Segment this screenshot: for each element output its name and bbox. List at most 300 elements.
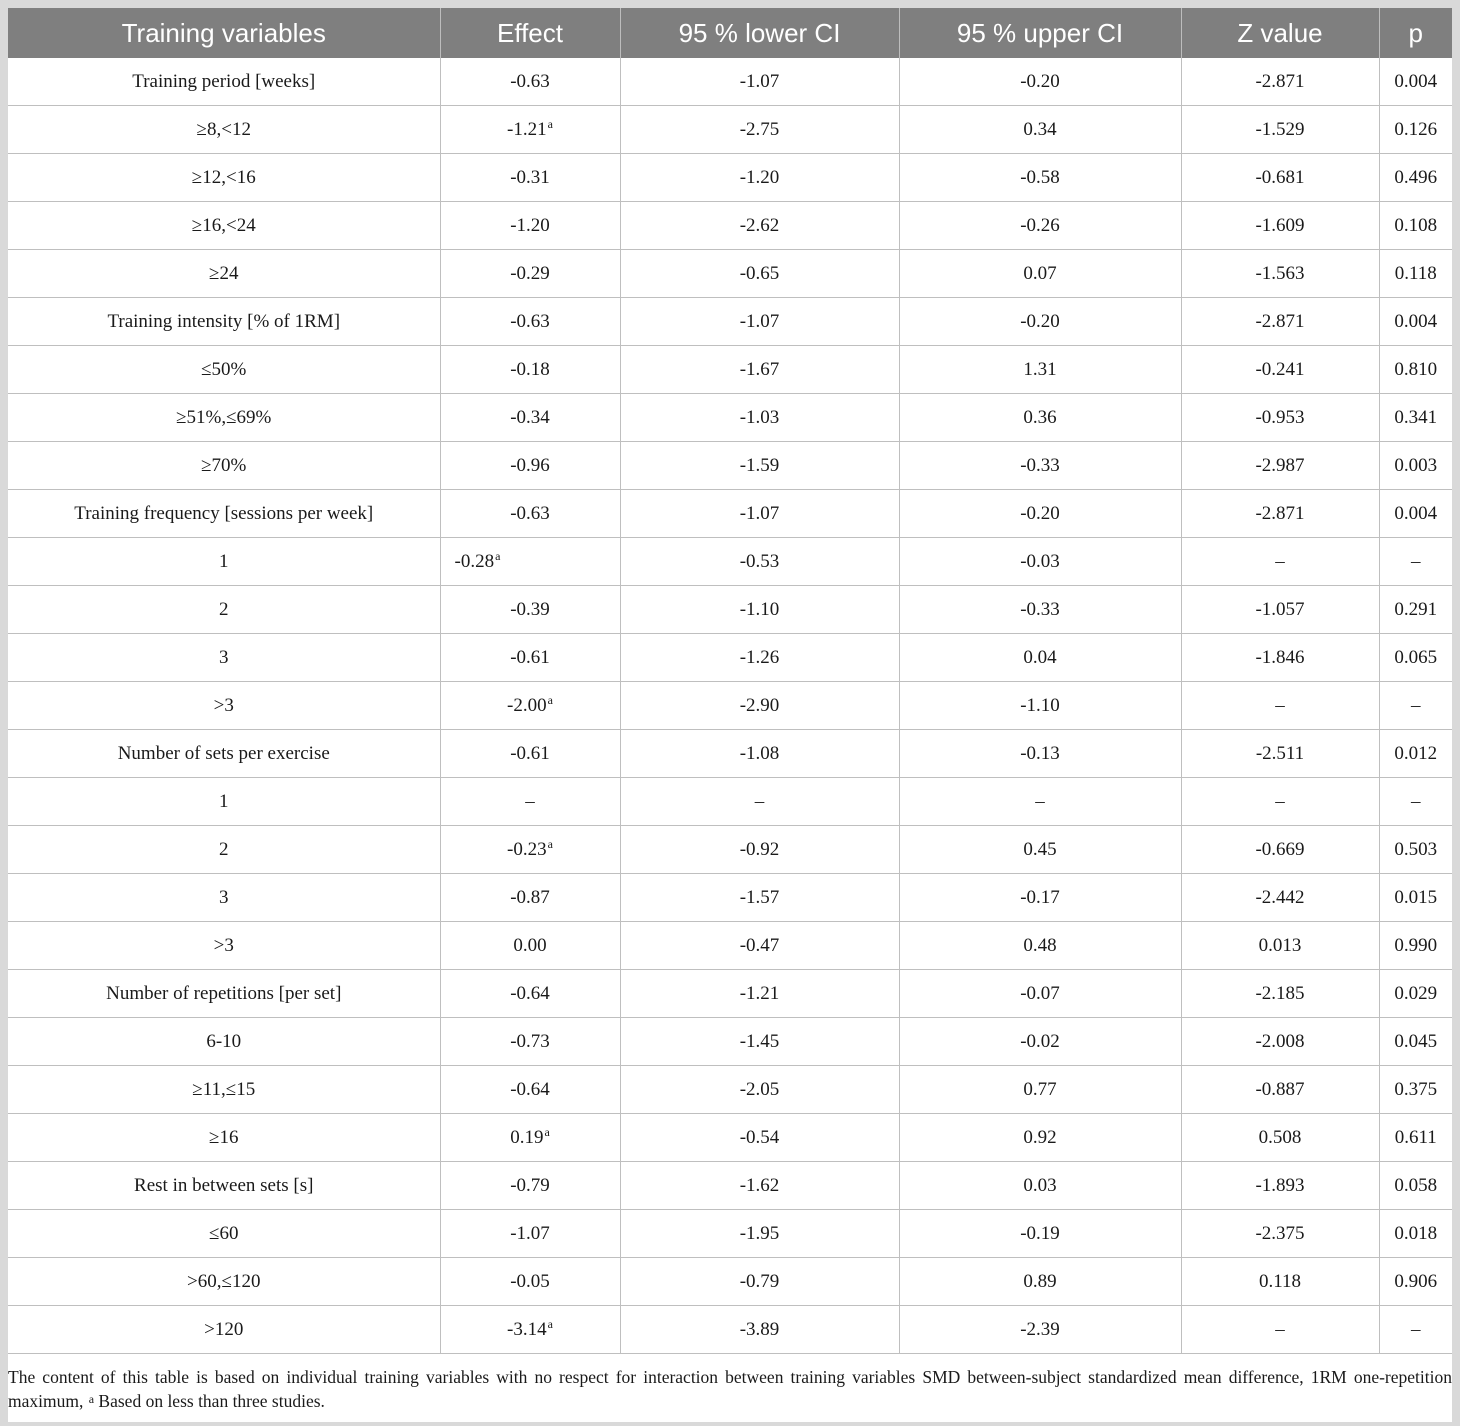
cell-effect bbox=[440, 250, 620, 298]
cell-upper-ci-text: -0.03 bbox=[1020, 550, 1060, 572]
cell-variable bbox=[8, 1210, 440, 1258]
cell-lower-ci-text: -1.57 bbox=[739, 886, 780, 908]
cell-variable bbox=[8, 394, 440, 442]
cell-lower-ci-text: -2.05 bbox=[739, 1078, 780, 1100]
cell-effect-text: -0.39 bbox=[510, 598, 550, 620]
table-body bbox=[8, 58, 1452, 1354]
cell-p-text: 0.003 bbox=[1394, 454, 1438, 476]
cell-lower-ci bbox=[620, 778, 899, 826]
cell-lower-ci-text: -1.62 bbox=[739, 1174, 780, 1196]
cell-effect bbox=[440, 490, 620, 538]
cell-lower-ci bbox=[620, 394, 899, 442]
cell-z-value bbox=[1181, 1114, 1379, 1162]
cell-effect bbox=[440, 970, 620, 1018]
cell-effect bbox=[440, 634, 620, 682]
table-row bbox=[8, 394, 1452, 442]
cell-variable-text: ≥12,<16 bbox=[191, 166, 256, 188]
cell-upper-ci bbox=[899, 106, 1181, 154]
table-row bbox=[8, 154, 1452, 202]
cell-effect bbox=[440, 682, 620, 730]
cell-variable-text: >3 bbox=[213, 694, 234, 716]
cell-upper-ci bbox=[899, 202, 1181, 250]
cell-upper-ci bbox=[899, 154, 1181, 202]
cell-z-value-text: 0.013 bbox=[1258, 934, 1302, 956]
cell-upper-ci bbox=[899, 1258, 1181, 1306]
cell-effect bbox=[440, 346, 620, 394]
cell-variable-text: ≤60 bbox=[209, 1222, 239, 1244]
cell-lower-ci-text: -1.07 bbox=[739, 502, 780, 524]
cell-z-value bbox=[1181, 202, 1379, 250]
header-z-value: Z value bbox=[1181, 8, 1379, 58]
cell-z-value bbox=[1181, 874, 1379, 922]
cell-p-text: 0.291 bbox=[1394, 598, 1438, 620]
cell-lower-ci-text: -1.10 bbox=[739, 598, 780, 620]
cell-lower-ci bbox=[620, 58, 899, 106]
cell-p bbox=[1379, 106, 1452, 154]
cell-z-value bbox=[1181, 1210, 1379, 1258]
table-row bbox=[8, 1210, 1452, 1258]
cell-z-value bbox=[1181, 394, 1379, 442]
cell-p-text: – bbox=[1411, 694, 1421, 716]
header-upper-ci: 95 % upper CI bbox=[899, 8, 1181, 58]
cell-p bbox=[1379, 490, 1452, 538]
cell-z-value-text: – bbox=[1275, 694, 1285, 716]
cell-lower-ci bbox=[620, 1114, 899, 1162]
cell-p bbox=[1379, 1162, 1452, 1210]
cell-upper-ci-text: -0.20 bbox=[1020, 310, 1060, 332]
cell-p bbox=[1379, 922, 1452, 970]
cell-upper-ci-text: -0.33 bbox=[1020, 598, 1060, 620]
table-row bbox=[8, 874, 1452, 922]
cell-upper-ci-text: -0.17 bbox=[1020, 886, 1060, 908]
cell-upper-ci bbox=[899, 250, 1181, 298]
cell-z-value bbox=[1181, 826, 1379, 874]
cell-z-value bbox=[1181, 1066, 1379, 1114]
cell-effect bbox=[440, 1162, 620, 1210]
cell-variable-text: 1 bbox=[219, 550, 229, 572]
cell-variable bbox=[8, 202, 440, 250]
table-row bbox=[8, 682, 1452, 730]
cell-upper-ci bbox=[899, 778, 1181, 826]
cell-variable-text: ≥16,<24 bbox=[191, 214, 256, 236]
cell-variable bbox=[8, 106, 440, 154]
cell-effect-text: -0.29 bbox=[510, 262, 550, 284]
cell-variable-text: Training intensity [% of 1RM] bbox=[107, 310, 341, 332]
cell-effect-text: -0.63 bbox=[510, 310, 550, 332]
cell-variable bbox=[8, 490, 440, 538]
cell-z-value bbox=[1181, 154, 1379, 202]
cell-effect-text: -2.00 bbox=[507, 694, 547, 716]
cell-lower-ci-text: -1.20 bbox=[739, 166, 780, 188]
cell-variable-text: ≥11,≤15 bbox=[192, 1078, 256, 1100]
cell-variable bbox=[8, 154, 440, 202]
cell-lower-ci-text: -2.62 bbox=[739, 214, 780, 236]
cell-lower-ci bbox=[620, 202, 899, 250]
table-row bbox=[8, 1306, 1452, 1354]
cell-p-text: 0.611 bbox=[1394, 1126, 1437, 1148]
cell-variable bbox=[8, 1066, 440, 1114]
cell-variable bbox=[8, 250, 440, 298]
cell-upper-ci-text: -0.58 bbox=[1020, 166, 1060, 188]
cell-p bbox=[1379, 58, 1452, 106]
cell-lower-ci bbox=[620, 442, 899, 490]
cell-z-value bbox=[1181, 778, 1379, 826]
table-row bbox=[8, 970, 1452, 1018]
cell-z-value-text: -2.871 bbox=[1255, 502, 1305, 524]
cell-effect-text: -0.64 bbox=[510, 1078, 550, 1100]
cell-upper-ci bbox=[899, 1018, 1181, 1066]
cell-p bbox=[1379, 1066, 1452, 1114]
cell-variable bbox=[8, 586, 440, 634]
table-row bbox=[8, 730, 1452, 778]
cell-upper-ci bbox=[899, 346, 1181, 394]
cell-variable-text: Training period [weeks] bbox=[132, 70, 316, 92]
cell-variable bbox=[8, 922, 440, 970]
cell-lower-ci bbox=[620, 682, 899, 730]
cell-effect-text: 0.19 bbox=[510, 1126, 544, 1148]
cell-upper-ci-text: 0.03 bbox=[1023, 1174, 1057, 1196]
cell-z-value bbox=[1181, 1018, 1379, 1066]
cell-upper-ci-text: 0.34 bbox=[1023, 118, 1057, 140]
cell-z-value bbox=[1181, 538, 1379, 586]
cell-upper-ci-text: -0.20 bbox=[1020, 70, 1060, 92]
cell-lower-ci-text: -1.67 bbox=[739, 358, 780, 380]
cell-variable bbox=[8, 778, 440, 826]
cell-p bbox=[1379, 298, 1452, 346]
cell-z-value bbox=[1181, 586, 1379, 634]
cell-lower-ci bbox=[620, 826, 899, 874]
cell-variable-text: Number of repetitions [per set] bbox=[106, 982, 342, 1004]
cell-variable bbox=[8, 298, 440, 346]
cell-z-value bbox=[1181, 106, 1379, 154]
cell-p bbox=[1379, 682, 1452, 730]
cell-z-value-text: -2.871 bbox=[1255, 310, 1305, 332]
cell-effect-text: -0.63 bbox=[510, 70, 550, 92]
cell-p bbox=[1379, 154, 1452, 202]
cell-upper-ci bbox=[899, 1114, 1181, 1162]
cell-effect-text: -0.61 bbox=[510, 646, 550, 668]
cell-variable bbox=[8, 682, 440, 730]
cell-upper-ci-text: 0.92 bbox=[1023, 1126, 1057, 1148]
table-row bbox=[8, 586, 1452, 634]
cell-effect bbox=[440, 442, 620, 490]
cell-upper-ci bbox=[899, 970, 1181, 1018]
effect-footnote-marker: a bbox=[495, 548, 501, 563]
cell-p bbox=[1379, 1210, 1452, 1258]
effect-footnote-marker: a bbox=[544, 1124, 550, 1139]
cell-effect bbox=[440, 538, 620, 586]
cell-variable bbox=[8, 1258, 440, 1306]
cell-effect bbox=[440, 1018, 620, 1066]
cell-p bbox=[1379, 202, 1452, 250]
table-row bbox=[8, 538, 1452, 586]
cell-lower-ci-text: -0.92 bbox=[739, 838, 780, 860]
table-row bbox=[8, 58, 1452, 106]
cell-p-text: 0.029 bbox=[1394, 982, 1438, 1004]
header-row bbox=[8, 8, 1452, 58]
cell-z-value bbox=[1181, 490, 1379, 538]
cell-z-value-text: -2.375 bbox=[1255, 1222, 1305, 1244]
cell-upper-ci-text: -0.26 bbox=[1020, 214, 1060, 236]
cell-variable-text: 6-10 bbox=[206, 1030, 242, 1052]
cell-p-text: 0.004 bbox=[1394, 502, 1438, 524]
cell-effect-text: -0.18 bbox=[510, 358, 550, 380]
cell-p-text: 0.990 bbox=[1394, 934, 1438, 956]
cell-z-value bbox=[1181, 682, 1379, 730]
cell-p-text: 0.126 bbox=[1394, 118, 1438, 140]
cell-variable-text: 2 bbox=[219, 838, 229, 860]
cell-lower-ci-text: – bbox=[754, 790, 765, 812]
cell-p-text: 0.004 bbox=[1394, 310, 1438, 332]
cell-z-value-text: – bbox=[1275, 550, 1285, 572]
cell-variable-text: 2 bbox=[219, 598, 229, 620]
table-row bbox=[8, 1162, 1452, 1210]
cell-z-value bbox=[1181, 730, 1379, 778]
table-row bbox=[8, 634, 1452, 682]
cell-p bbox=[1379, 1114, 1452, 1162]
cell-p-text: – bbox=[1411, 1318, 1421, 1340]
cell-upper-ci bbox=[899, 442, 1181, 490]
cell-effect-text: -0.96 bbox=[510, 454, 550, 476]
cell-upper-ci bbox=[899, 1162, 1181, 1210]
cell-effect-text: -0.61 bbox=[510, 742, 550, 764]
cell-p bbox=[1379, 538, 1452, 586]
cell-p bbox=[1379, 1258, 1452, 1306]
cell-variable-text: ≤50% bbox=[201, 358, 247, 380]
cell-z-value bbox=[1181, 298, 1379, 346]
cell-variable-text: Rest in between sets [s] bbox=[134, 1174, 314, 1196]
cell-upper-ci-text: – bbox=[1035, 790, 1045, 812]
cell-effect bbox=[440, 106, 620, 154]
cell-effect-text: -0.73 bbox=[510, 1030, 550, 1052]
cell-upper-ci-text: -0.07 bbox=[1020, 982, 1060, 1004]
cell-upper-ci bbox=[899, 1066, 1181, 1114]
cell-upper-ci-text: -0.02 bbox=[1020, 1030, 1060, 1052]
cell-upper-ci bbox=[899, 634, 1181, 682]
cell-effect-text: -0.31 bbox=[510, 166, 550, 188]
cell-upper-ci-text: 0.07 bbox=[1023, 262, 1057, 284]
cell-effect-text: -1.21 bbox=[507, 118, 547, 140]
cell-effect bbox=[440, 394, 620, 442]
cell-lower-ci-text: -1.59 bbox=[739, 454, 780, 476]
cell-effect-text: -0.05 bbox=[510, 1270, 550, 1292]
cell-effect-text: -1.07 bbox=[510, 1222, 550, 1244]
cell-effect bbox=[440, 202, 620, 250]
table-row bbox=[8, 106, 1452, 154]
cell-z-value-text: -2.008 bbox=[1255, 1030, 1305, 1052]
cell-upper-ci bbox=[899, 538, 1181, 586]
cell-upper-ci-text: 0.45 bbox=[1023, 838, 1057, 860]
cell-p bbox=[1379, 1018, 1452, 1066]
cell-z-value-text: -0.241 bbox=[1255, 358, 1305, 380]
cell-lower-ci-text: -0.79 bbox=[739, 1270, 780, 1292]
cell-z-value bbox=[1181, 58, 1379, 106]
cell-upper-ci bbox=[899, 490, 1181, 538]
cell-variable-text: Training frequency [sessions per week] bbox=[74, 502, 374, 524]
cell-p bbox=[1379, 778, 1452, 826]
cell-variable bbox=[8, 58, 440, 106]
cell-effect bbox=[440, 874, 620, 922]
cell-lower-ci bbox=[620, 586, 899, 634]
cell-variable-text: ≥16 bbox=[209, 1126, 239, 1148]
table-page bbox=[8, 8, 1452, 1422]
cell-lower-ci bbox=[620, 346, 899, 394]
cell-upper-ci-text: 0.48 bbox=[1023, 934, 1057, 956]
cell-upper-ci-text: -1.10 bbox=[1020, 694, 1060, 716]
cell-variable-text: >3 bbox=[213, 934, 234, 956]
cell-effect-text: -3.14 bbox=[507, 1318, 547, 1340]
cell-z-value-text: -2.185 bbox=[1255, 982, 1305, 1004]
cell-upper-ci-text: -0.20 bbox=[1020, 502, 1060, 524]
table-row bbox=[8, 1114, 1452, 1162]
cell-lower-ci-text: -0.65 bbox=[739, 262, 780, 284]
cell-z-value-text: -0.669 bbox=[1255, 838, 1305, 860]
table-row bbox=[8, 1258, 1452, 1306]
header-training-variables: Training variables bbox=[8, 8, 440, 58]
cell-lower-ci bbox=[620, 1066, 899, 1114]
cell-upper-ci-text: 0.77 bbox=[1023, 1078, 1057, 1100]
cell-variable-text: ≥24 bbox=[209, 262, 239, 284]
cell-upper-ci-text: 0.04 bbox=[1023, 646, 1057, 668]
cell-lower-ci bbox=[620, 874, 899, 922]
results-table bbox=[8, 8, 1452, 1354]
cell-variable-text: ≥51%,≤69% bbox=[176, 406, 272, 428]
cell-effect bbox=[440, 1258, 620, 1306]
cell-p-text: 0.503 bbox=[1394, 838, 1438, 860]
cell-lower-ci-text: -1.26 bbox=[739, 646, 780, 668]
cell-p bbox=[1379, 730, 1452, 778]
cell-variable bbox=[8, 826, 440, 874]
cell-effect-text: -0.87 bbox=[510, 886, 550, 908]
cell-effect-text: – bbox=[525, 790, 535, 812]
cell-z-value bbox=[1181, 922, 1379, 970]
cell-upper-ci bbox=[899, 1210, 1181, 1258]
cell-effect bbox=[440, 1210, 620, 1258]
table-row bbox=[8, 346, 1452, 394]
cell-lower-ci bbox=[620, 1210, 899, 1258]
cell-upper-ci bbox=[899, 826, 1181, 874]
cell-effect bbox=[440, 58, 620, 106]
cell-variable bbox=[8, 634, 440, 682]
effect-footnote-marker: a bbox=[547, 692, 553, 707]
cell-lower-ci-text: -1.03 bbox=[739, 406, 780, 428]
cell-effect-text: -0.79 bbox=[510, 1174, 550, 1196]
footnote-superscript: a bbox=[88, 1392, 95, 1406]
cell-z-value-text: -2.871 bbox=[1255, 70, 1305, 92]
cell-p bbox=[1379, 970, 1452, 1018]
cell-upper-ci bbox=[899, 586, 1181, 634]
cell-upper-ci bbox=[899, 682, 1181, 730]
cell-variable bbox=[8, 1306, 440, 1354]
effect-footnote-marker: a bbox=[547, 1316, 553, 1331]
cell-effect-text: -0.64 bbox=[510, 982, 550, 1004]
cell-lower-ci-text: -0.54 bbox=[739, 1126, 780, 1148]
cell-p-text: 0.118 bbox=[1394, 262, 1437, 284]
cell-effect-text: -0.23 bbox=[507, 838, 547, 860]
cell-z-value-text: 0.118 bbox=[1258, 1270, 1302, 1292]
cell-lower-ci bbox=[620, 298, 899, 346]
cell-effect bbox=[440, 730, 620, 778]
cell-effect-text: -0.63 bbox=[510, 502, 550, 524]
cell-variable-text: >60,≤120 bbox=[187, 1270, 261, 1292]
cell-p-text: 0.015 bbox=[1394, 886, 1438, 908]
cell-variable bbox=[8, 346, 440, 394]
cell-lower-ci bbox=[620, 1258, 899, 1306]
cell-effect-text: -1.20 bbox=[510, 214, 550, 236]
cell-upper-ci-text: 1.31 bbox=[1023, 358, 1057, 380]
cell-upper-ci-text: -0.33 bbox=[1020, 454, 1060, 476]
cell-lower-ci bbox=[620, 538, 899, 586]
cell-p bbox=[1379, 442, 1452, 490]
cell-upper-ci bbox=[899, 58, 1181, 106]
cell-effect bbox=[440, 298, 620, 346]
cell-z-value-text: -1.529 bbox=[1255, 118, 1305, 140]
cell-z-value bbox=[1181, 1306, 1379, 1354]
cell-variable bbox=[8, 874, 440, 922]
cell-effect bbox=[440, 1066, 620, 1114]
cell-variable bbox=[8, 970, 440, 1018]
cell-z-value-text: 0.508 bbox=[1258, 1126, 1302, 1148]
cell-effect bbox=[440, 1114, 620, 1162]
cell-effect bbox=[440, 778, 620, 826]
cell-p-text: 0.012 bbox=[1394, 742, 1438, 764]
table-row bbox=[8, 202, 1452, 250]
effect-footnote-marker: a bbox=[547, 836, 553, 851]
cell-p bbox=[1379, 346, 1452, 394]
cell-lower-ci-text: -2.90 bbox=[739, 694, 780, 716]
cell-z-value-text: -2.511 bbox=[1255, 742, 1305, 764]
cell-z-value bbox=[1181, 1162, 1379, 1210]
cell-upper-ci bbox=[899, 874, 1181, 922]
cell-variable bbox=[8, 538, 440, 586]
cell-lower-ci bbox=[620, 106, 899, 154]
footnote-tail: Based on less than three studies. bbox=[94, 1391, 325, 1411]
cell-z-value-text: -1.563 bbox=[1255, 262, 1305, 284]
cell-z-value-text: -1.057 bbox=[1255, 598, 1305, 620]
cell-lower-ci bbox=[620, 154, 899, 202]
table-row bbox=[8, 490, 1452, 538]
cell-upper-ci-text: -0.19 bbox=[1020, 1222, 1060, 1244]
cell-z-value bbox=[1181, 346, 1379, 394]
header-lower-ci: 95 % lower CI bbox=[620, 8, 899, 58]
header-p: p bbox=[1379, 8, 1452, 58]
cell-variable-text: ≥70% bbox=[201, 454, 247, 476]
table-row bbox=[8, 298, 1452, 346]
cell-variable-text: ≥8,<12 bbox=[196, 118, 251, 140]
cell-p-text: 0.045 bbox=[1394, 1030, 1438, 1052]
cell-z-value-text: -1.609 bbox=[1255, 214, 1305, 236]
cell-p bbox=[1379, 826, 1452, 874]
cell-p-text: – bbox=[1411, 790, 1421, 812]
cell-p-text: 0.496 bbox=[1394, 166, 1438, 188]
cell-p-text: – bbox=[1411, 550, 1421, 572]
cell-variable bbox=[8, 1162, 440, 1210]
cell-effect bbox=[440, 826, 620, 874]
cell-lower-ci bbox=[620, 1018, 899, 1066]
cell-p bbox=[1379, 634, 1452, 682]
cell-effect bbox=[440, 1306, 620, 1354]
cell-p bbox=[1379, 1306, 1452, 1354]
table-row bbox=[8, 442, 1452, 490]
cell-upper-ci-text: -2.39 bbox=[1020, 1318, 1060, 1340]
table-row bbox=[8, 922, 1452, 970]
cell-upper-ci bbox=[899, 730, 1181, 778]
footnote-text: The content of this table is based on individual training variables with no respect for interaction between training variables SMD between-subject standardized mean difference, 1RM one-repetition maximum, bbox=[8, 1367, 1452, 1411]
cell-p bbox=[1379, 250, 1452, 298]
cell-upper-ci-text: -0.13 bbox=[1020, 742, 1060, 764]
cell-p-text: 0.058 bbox=[1394, 1174, 1438, 1196]
cell-z-value-text: – bbox=[1275, 1318, 1285, 1340]
